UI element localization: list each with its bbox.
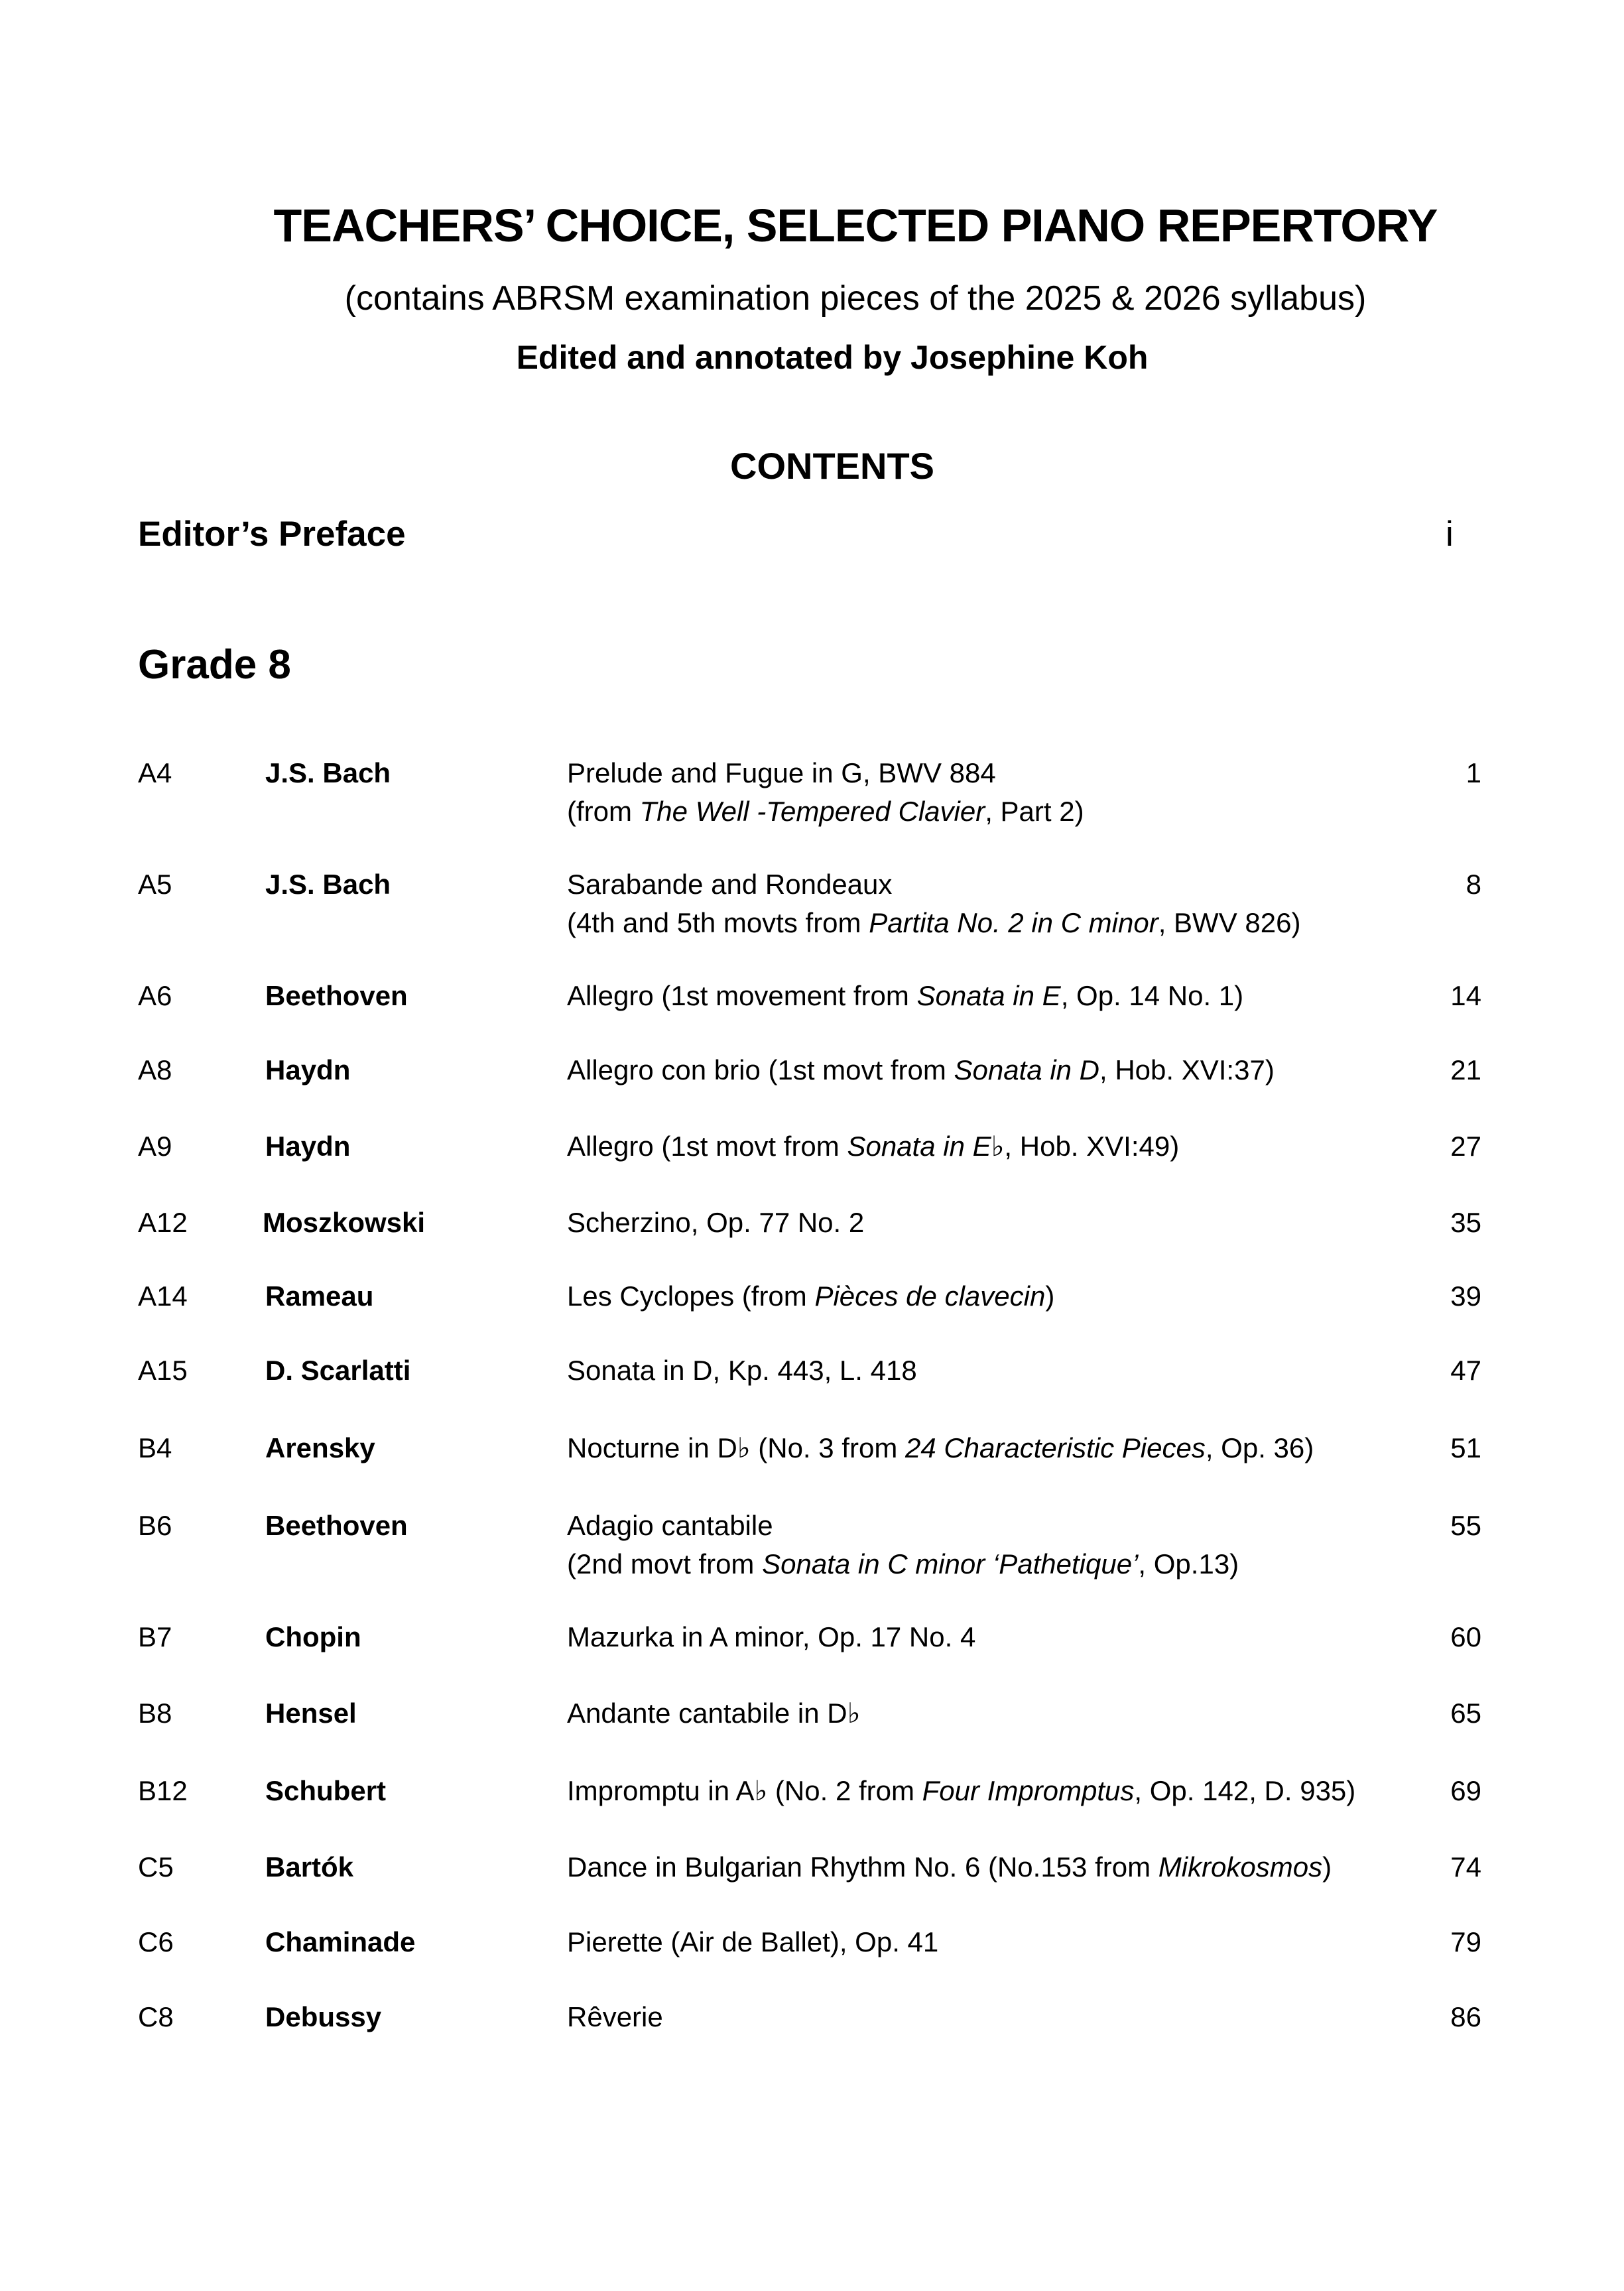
piece-code: A6 bbox=[138, 980, 172, 1011]
page-number: 55 bbox=[1450, 1510, 1481, 1541]
piece-source-line: (4th and 5th movts from Partita No. 2 in C minor, BWV 826) bbox=[567, 907, 1301, 938]
piece-title bbox=[567, 1998, 663, 2036]
piece-title bbox=[567, 1351, 917, 1390]
piece-title-line: Scherzino, Op. 77 No. 2 bbox=[567, 1207, 865, 1238]
page-number: 14 bbox=[1450, 980, 1481, 1011]
piece-source-line: (from The Well -Tempered Clavier, Part 2) bbox=[567, 796, 1084, 827]
piece-title bbox=[567, 1848, 1332, 1887]
piece-code: B8 bbox=[138, 1698, 172, 1729]
piece-title bbox=[567, 865, 1300, 942]
editor-credit: Edited and annotated by Josephine Koh bbox=[516, 339, 1149, 376]
composer-name: Bartók bbox=[265, 1851, 354, 1883]
piece-title bbox=[567, 1772, 1355, 1810]
page-number: 27 bbox=[1450, 1131, 1481, 1162]
piece-code: C6 bbox=[138, 1926, 174, 1957]
piece-title bbox=[567, 1204, 864, 1242]
piece-code: A8 bbox=[138, 1054, 172, 1085]
composer-name: Chaminade bbox=[265, 1926, 416, 1957]
page-number: 8 bbox=[1466, 869, 1481, 900]
piece-code: A12 bbox=[138, 1207, 188, 1238]
piece-title-line: Allegro (1st movt from Sonata in E♭, Hob. XVI:49) bbox=[567, 1131, 1180, 1162]
piece-code: A9 bbox=[138, 1131, 172, 1162]
piece-title-line: Dance in Bulgarian Rhythm No. 6 (No.153 from Mikrokosmos) bbox=[567, 1851, 1332, 1883]
contents-heading: CONTENTS bbox=[730, 445, 934, 487]
composer-name: Beethoven bbox=[265, 1510, 408, 1541]
piece-code: C5 bbox=[138, 1851, 174, 1883]
page-number: 35 bbox=[1450, 1207, 1481, 1238]
piece-title bbox=[567, 754, 1084, 831]
piece-code: A5 bbox=[138, 869, 172, 900]
piece-code: B6 bbox=[138, 1510, 172, 1541]
composer-name: Haydn bbox=[265, 1054, 351, 1085]
page-number: 39 bbox=[1450, 1280, 1481, 1312]
piece-title-line: Sonata in D, Kp. 443, L. 418 bbox=[567, 1355, 917, 1386]
composer-name: Arensky bbox=[265, 1432, 375, 1463]
piece-code: A4 bbox=[138, 757, 172, 788]
composer-name: Schubert bbox=[265, 1775, 387, 1806]
page-number: 47 bbox=[1450, 1355, 1481, 1386]
grade-heading: Grade 8 bbox=[138, 642, 291, 688]
page-number: 79 bbox=[1450, 1926, 1481, 1957]
composer-name: J.S. Bach bbox=[265, 757, 391, 788]
piece-code: C8 bbox=[138, 2001, 174, 2032]
composer-name: Debussy bbox=[265, 2001, 382, 2032]
page-number: 65 bbox=[1450, 1698, 1481, 1729]
composer-name: Haydn bbox=[265, 1131, 351, 1162]
piece-source-line: (2nd movt from Sonata in C minor ‘Pathetique’, Op.13) bbox=[567, 1548, 1239, 1579]
piece-code: B7 bbox=[138, 1621, 172, 1652]
piece-title-line: Allegro con brio (1st movt from Sonata in D, Hob. XVI:37) bbox=[567, 1054, 1275, 1085]
piece-title bbox=[567, 1694, 860, 1733]
page-number: 51 bbox=[1450, 1432, 1481, 1463]
piece-title-line: Andante cantabile in D♭ bbox=[567, 1698, 861, 1729]
piece-code: A15 bbox=[138, 1355, 188, 1386]
piece-title bbox=[567, 977, 1243, 1015]
piece-code: A14 bbox=[138, 1280, 188, 1312]
piece-code: B4 bbox=[138, 1432, 172, 1463]
composer-name: Rameau bbox=[265, 1280, 374, 1312]
piece-title-line: Les Cyclopes (from Pièces de clavecin) bbox=[567, 1280, 1055, 1312]
piece-title-line: Impromptu in A♭ (No. 2 from Four Impromptus, Op. 142, D. 935) bbox=[567, 1775, 1356, 1806]
preface-label: Editor’s Preface bbox=[138, 515, 406, 554]
piece-title bbox=[567, 1277, 1054, 1316]
piece-title-line: Adagio cantabile bbox=[567, 1510, 773, 1541]
page-number: 21 bbox=[1450, 1054, 1481, 1085]
piece-title-line: Sarabande and Rondeaux bbox=[567, 869, 893, 900]
piece-title-line: Rêverie bbox=[567, 2001, 663, 2032]
composer-name: Chopin bbox=[265, 1621, 361, 1652]
page-number: 60 bbox=[1450, 1621, 1481, 1652]
page-subtitle: (contains ABRSM examination pieces of the 2025 & 2026 syllabus) bbox=[344, 279, 1367, 318]
piece-title-line: Prelude and Fugue in G, BWV 884 bbox=[567, 757, 996, 788]
page-number: 1 bbox=[1466, 757, 1481, 788]
composer-name: Moszkowski bbox=[263, 1207, 426, 1238]
page-number: 86 bbox=[1450, 2001, 1481, 2032]
preface-page-number: i bbox=[1446, 515, 1454, 554]
piece-title bbox=[567, 1127, 1179, 1166]
piece-title bbox=[567, 1507, 1239, 1583]
composer-name: Hensel bbox=[265, 1698, 357, 1729]
piece-title-line: Mazurka in A minor, Op. 17 No. 4 bbox=[567, 1621, 976, 1652]
page-title: TEACHERS’ CHOICE, SELECTED PIANO REPERTORY bbox=[273, 200, 1438, 251]
page-number: 69 bbox=[1450, 1775, 1481, 1806]
page-number: 74 bbox=[1450, 1851, 1481, 1883]
piece-code: B12 bbox=[138, 1775, 188, 1806]
piece-title-line: Allegro (1st movement from Sonata in E, Op. 14 No. 1) bbox=[567, 980, 1244, 1011]
piece-title-line: Nocturne in D♭ (No. 3 from 24 Characteristic Pieces, Op. 36) bbox=[567, 1432, 1314, 1463]
composer-name: Beethoven bbox=[265, 980, 408, 1011]
piece-title bbox=[567, 1429, 1314, 1467]
composer-name: J.S. Bach bbox=[265, 869, 391, 900]
piece-title bbox=[567, 1923, 938, 1961]
piece-title bbox=[567, 1051, 1275, 1089]
composer-name: D. Scarlatti bbox=[265, 1355, 411, 1386]
piece-title bbox=[567, 1618, 975, 1656]
piece-title-line: Pierette (Air de Ballet), Op. 41 bbox=[567, 1926, 939, 1957]
